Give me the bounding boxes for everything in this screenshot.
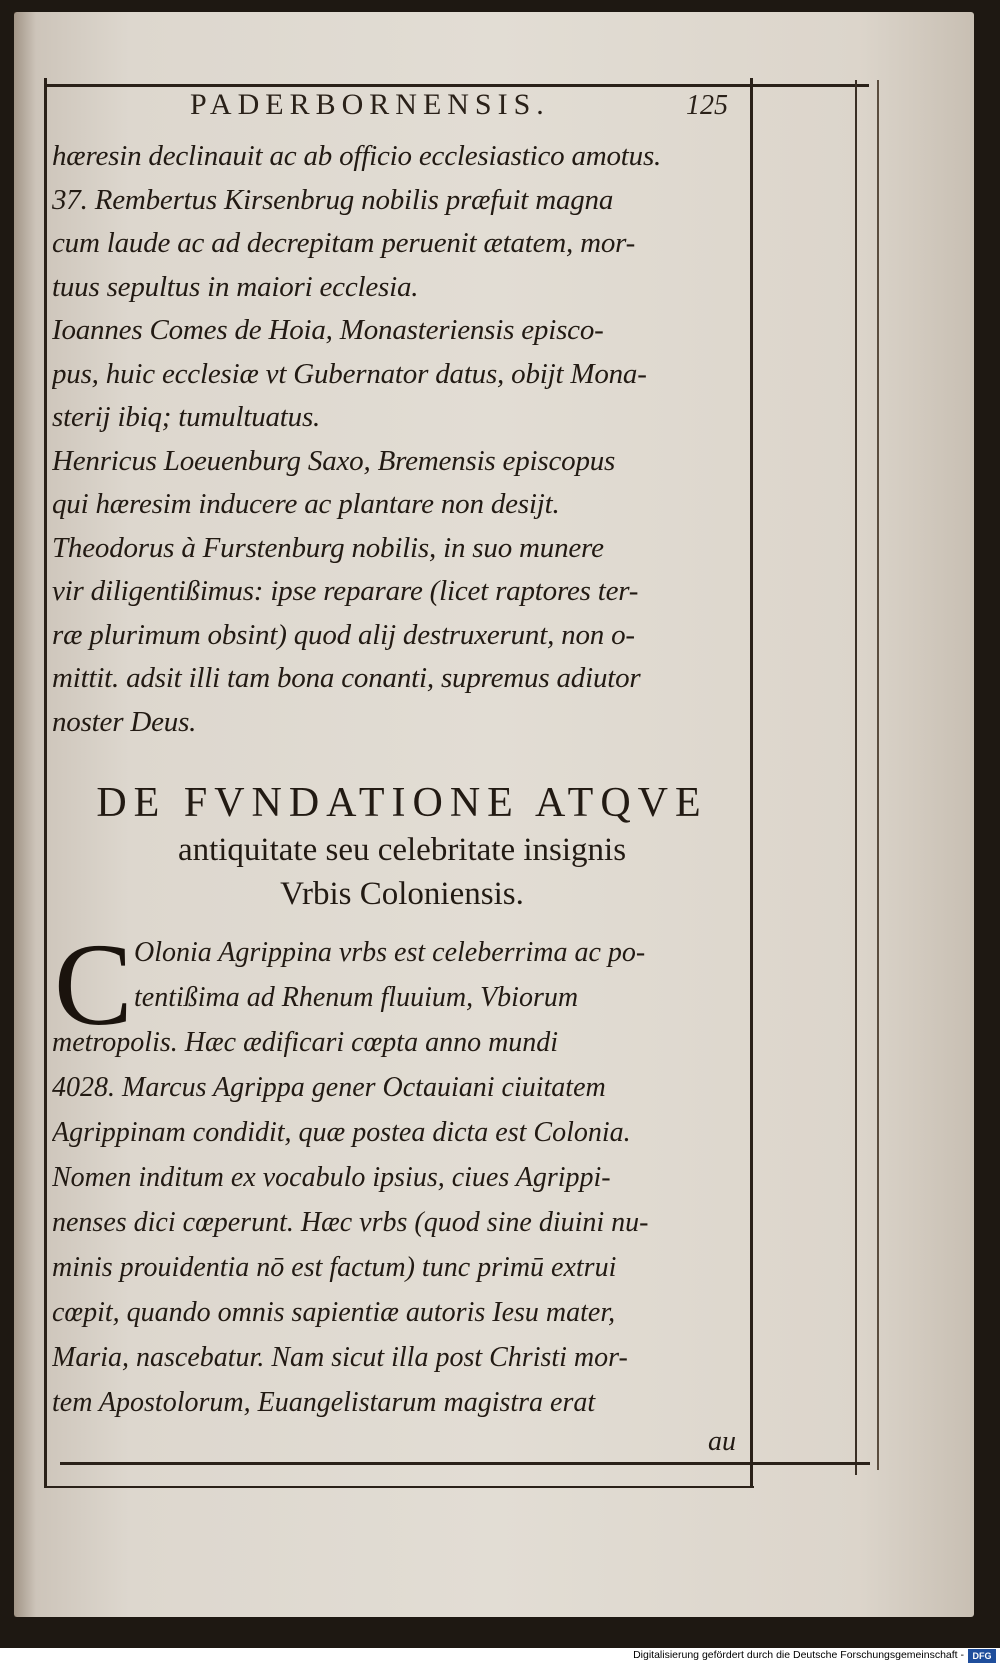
page-gutter-shadow xyxy=(14,12,36,1617)
text-line: mittit. adsit illi tam bona conanti, supremus adiutor xyxy=(52,662,641,694)
text-line: qui hæresim inducere ac plantare non desijt. xyxy=(52,488,560,520)
text-line: vir diligentißimus: ipse reparare (licet raptores ter- xyxy=(52,575,639,607)
section-text-block xyxy=(52,930,752,1425)
text-line: tuus sepultus in maiori ecclesia. xyxy=(52,270,419,303)
running-head: PADERBORNENSIS. xyxy=(190,88,550,121)
frame-rule-left xyxy=(44,78,47,1488)
upper-text-block xyxy=(52,135,752,744)
text-line: metropolis. Hæc ædificari cœpta anno mundi xyxy=(52,1027,559,1058)
text-line: tentißima ad Rhenum fluuium, Vbiorum xyxy=(134,982,579,1013)
page-number: 125 xyxy=(686,90,728,121)
text-line: ræ plurimum obsint) quod alij destruxerunt, non o- xyxy=(52,618,635,651)
text-line: Henricus Loeuenburg Saxo, Bremensis episcopus xyxy=(52,444,616,477)
text-line: pus, huic ecclesiæ vt Gubernator datus, obijt Mona- xyxy=(52,357,647,390)
dfg-logo: DFG xyxy=(968,1649,996,1663)
text-line: cum laude ac ad decrepitam peruenit ætatem, mor- xyxy=(52,227,636,259)
text-line: Agrippinam condidit, quæ postea dicta est Colonia. xyxy=(52,1117,631,1148)
frame-rule-outermost-right xyxy=(877,80,879,1470)
text-line: Olonia Agrippina vrbs est celeberrima ac po- xyxy=(134,937,646,968)
text-line: Ioannes Comes de Hoia, Monasteriensis episco- xyxy=(52,314,604,346)
section-heading xyxy=(52,778,752,916)
text-line: tem Apostolorum, Euangelistarum magistra erat xyxy=(52,1387,596,1418)
frame-rule-outer-right xyxy=(855,80,857,1475)
text-line: 4028. Marcus Agrippa gener Octauiani ciuitatem xyxy=(52,1072,606,1103)
text-line: minis prouidentia nō est factum) tunc primū extrui xyxy=(52,1252,617,1283)
text-line: Theodorus à Furstenburg nobilis, in suo munere xyxy=(52,531,604,564)
text-line: noster Deus. xyxy=(52,705,197,738)
frame-rule-bottom xyxy=(60,1462,870,1465)
section-title-main: DE FVNDATIONE ATQVE xyxy=(96,780,708,826)
section-title-sub: antiquitate seu celebritate insignis xyxy=(177,832,627,868)
section-title-sub: Vrbis Coloniensis. xyxy=(280,876,524,912)
text-line: hæresin declinauit ac ab officio ecclesiastico amotus. xyxy=(52,140,662,172)
drop-cap-initial: C xyxy=(54,919,133,1050)
frame-rule-bottom-inner xyxy=(44,1486,754,1488)
catchword: au xyxy=(708,1426,736,1457)
digitization-credit: Digitalisierung gefördert durch die Deutsche Forschungsgemeinschaft - xyxy=(633,1649,964,1661)
text-line: sterij ibiq; tumultuatus. xyxy=(52,401,321,433)
text-line: Maria, nascebatur. Nam sicut illa post Christi mor- xyxy=(52,1342,628,1373)
text-line: nenses dici cœperunt. Hæc vrbs (quod sine diuini nu- xyxy=(52,1207,649,1238)
frame-rule-top xyxy=(44,84,869,87)
text-line: cœpit, quando omnis sapientiæ autoris Iesu mater, xyxy=(52,1297,616,1328)
text-line: 37. Rembertus Kirsenbrug nobilis præfuit magna xyxy=(52,183,614,216)
text-line: Nomen inditum ex vocabulo ipsius, ciues Agrippi- xyxy=(52,1162,611,1193)
